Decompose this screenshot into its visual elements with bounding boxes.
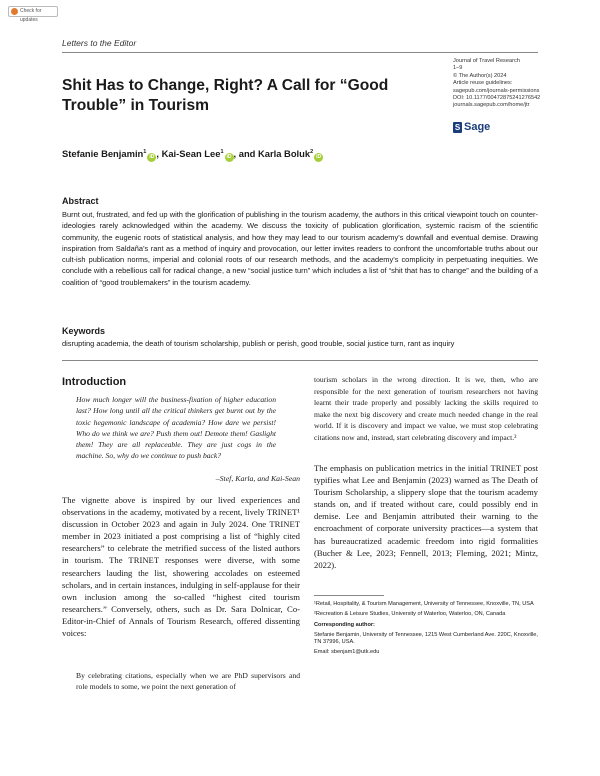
journal-home-link[interactable]: journals.sagepub.com/home/jtr	[453, 102, 530, 109]
block-quote: By celebrating citations, especially when we are PhD supervisors and role models to some, we point the next generation of	[76, 671, 300, 692]
check-for-updates-badge[interactable]	[8, 6, 58, 23]
article-title: Shit Has to Change, Right? A Call for “Good Trouble” in Tourism	[62, 77, 389, 114]
copyright: © The Author(s) 2024	[453, 72, 507, 79]
journal-name: Journal of Travel Research	[453, 58, 520, 64]
orcid-icon[interactable]: iD	[226, 154, 232, 160]
publisher-name: Sage	[464, 121, 491, 133]
reuse-label: Article reuse guidelines:	[453, 80, 513, 87]
block-quote-continued: tourism scholars in the wrong direction. It is we, then, who are responsible for the next generation of tourism researchers not having learnt their trade properly and possibly lacking the skills required to make the next big discovery and create much needed change in the real world. If it is discovery and impact we value, we must stop celebrating citations now and, instead, start celebrating discovery and impact.²	[314, 375, 538, 442]
badge-label: Check for updates	[20, 8, 42, 23]
body-paragraph: The vignette above is inspired by our lived experiences and observations in the academy, motivated by a recent, lively TRINET¹ discussion in October 2023 and again in July 2024. One TRINET member in 2023 initiated a post comprising a list of “highly cited researchers” to celebrate the metrified success of the listed authors in tourism. The TRINET responses were diverse, with some researchers lauding the list, showering accolades on esteemed scholars, and in certain instances, indulging in self-applause for their own inclusion among the so-called “highest cited tourism researchers.” Conversely, others, such as Dr. Sara Dolnicar, Co-Editor-in-Chief of Annals of Tourism Research, offered dissenting voices:	[62, 495, 300, 639]
affiliation-2: ²Recreation & Leisure Studies, University of Waterloo, Waterloo, ON, Canada	[314, 610, 506, 617]
sage-logo-icon: S	[454, 122, 461, 132]
abstract-heading: Abstract	[62, 196, 99, 206]
affiliation-1: ¹Retail, Hospitality, & Tourism Management, University of Tennessee, Knoxville, TN, USA	[314, 601, 534, 607]
author-list	[62, 148, 323, 162]
introduction-heading: Introduction	[62, 376, 127, 388]
header-divider	[62, 52, 538, 53]
epigraph: How much longer will the business-fixation of higher education last? How long until all the critical thinkers get burnt out by the toxic hegemonic landscape of academia? How dare we persist! Who do we think we are? Push them out! Demote them! Gaslight them! They are all replaceable. They are just cogs in the machine. So, why do we continue to push back?	[76, 395, 276, 461]
corresponding-address: Stefanie Benjamin, University of Tennessee, 1215 West Cumberland Ave. 220C, Knoxville, TN 37996, USA.	[314, 631, 538, 646]
journal-meta	[453, 58, 563, 110]
corresponding-heading: Corresponding author:	[314, 622, 375, 629]
page-range: 1–9	[453, 65, 463, 72]
keywords-heading: Keywords	[62, 326, 106, 336]
author-affil: 2	[310, 148, 314, 155]
footnotes	[314, 601, 538, 659]
orcid-icon[interactable]: iD	[316, 154, 322, 160]
body-paragraph: The emphasis on publication metrics in the initial TRINET post typifies what Lee and Benjamin (2023) warned as The Death of Tourism Scholarship, a slippery slope that the tourism academy stands on, and if treated without care, could possibly end in demise. Lee and Benjamin attributed their warning to the encroachment of corporate university practices—a system that has bureaucratized academic freedom into rigid formalities (Bucher & Lee, 2023; Fennell, 2013; Fleming, 2021; Mintz, 2022).	[314, 463, 538, 570]
abstract-text: Burnt out, frustrated, and fed up with the glorification of publishing in the tourism academy, the authors in this critical viewpoint touch on counter-ideologies rarely acknowledged within the academy. We discuss the toxicity of publication glorification, systemic racism of the scientific community, the eugenic roots of statistical analysis, and how they may lead to our tourism academy’s downfall and eventual demise. Drawing inspiration from Saldaña’s rant as a method of inquiry and provocation, our letter invites readers to confront the uncomfortable truths about our cult-ish publication norms, imperial and colonial roots of our research methods, and the academy’s complicity in perpetuating inequities. We conclude with a rebellious call for radical change, a new “social justice turn” which includes a list of “shit that has to change” and the building of a coalition of “good troublemakers” in the tourism academy.	[62, 210, 538, 287]
section-label: Letters to the Editor	[62, 38, 137, 48]
publisher-logo	[453, 121, 490, 133]
doi[interactable]: DOI: 10.1177/00472875241276542	[453, 95, 541, 102]
keywords-text: disrupting academia, the death of tourism scholarship, publish or perish, good trouble, social justice turn, rant as inquiry	[62, 339, 455, 348]
section-divider	[62, 360, 538, 361]
author-sep: , and	[233, 148, 258, 159]
author-affil: 1	[220, 148, 224, 155]
author-affil: 1	[143, 148, 147, 155]
orcid-icon[interactable]: iD	[149, 154, 155, 160]
footnote-divider	[314, 595, 384, 596]
author-sep: ,	[156, 148, 162, 159]
crossmark-icon	[11, 8, 18, 15]
author-name: Stefanie Benjamin	[62, 148, 144, 159]
author-name: Kai-Sean Lee	[161, 148, 221, 159]
epigraph-signature: –Stef, Karla, and Kai-Sean	[215, 474, 300, 483]
permissions-link[interactable]: sagepub.com/journals-permissions	[453, 87, 540, 94]
corresponding-email[interactable]: Email: sbenjam1@utk.edu	[314, 648, 380, 655]
author-name: Karla Boluk	[258, 148, 311, 159]
